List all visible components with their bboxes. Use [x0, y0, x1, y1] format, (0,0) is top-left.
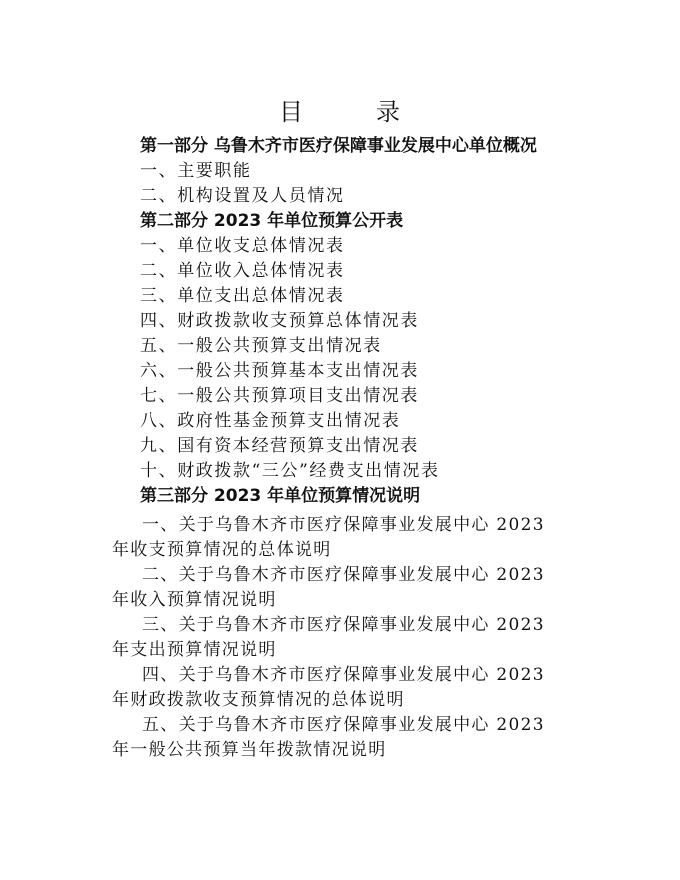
toc-item: 五、关于乌鲁木齐市医疗保障事业发展中心 2023 年一般公共预算当年拨款情况说明: [112, 715, 545, 760]
toc-item: 一、关于乌鲁木齐市医疗保障事业发展中心 2023 年收支预算情况的总体说明: [112, 515, 545, 560]
toc-item: 九、国有资本经营预算支出情况表: [140, 436, 419, 456]
toc-item: 二、机构设置及人员情况: [140, 186, 345, 206]
toc-item: 三、关于乌鲁木齐市医疗保障事业发展中心 2023 年支出预算情况说明: [112, 615, 545, 660]
section-heading-3: 第三部分 2023 年单位预算情况说明: [140, 486, 421, 506]
toc-item: 四、财政拨款收支预算总体情况表: [140, 311, 419, 331]
table-of-contents: [112, 132, 572, 763]
toc-item: 三、单位支出总体情况表: [140, 286, 345, 306]
toc-item: 四、关于乌鲁木齐市医疗保障事业发展中心 2023 年财政拨款收支预算情况的总体说明: [112, 665, 545, 710]
toc-item: 一、单位收支总体情况表: [140, 236, 345, 256]
toc-item: 八、政府性基金预算支出情况表: [140, 411, 401, 431]
toc-item: 五、一般公共预算支出情况表: [140, 336, 382, 356]
title-char-1: 目: [279, 98, 304, 126]
section-heading-2: 第二部分 2023 年单位预算公开表: [140, 211, 404, 231]
toc-item: 二、关于乌鲁木齐市医疗保障事业发展中心 2023 年收入预算情况说明: [112, 565, 545, 610]
section-heading-1: 第一部分 乌鲁木齐市医疗保障事业发展中心单位概况: [140, 136, 537, 156]
toc-item: 一、主要职能: [140, 161, 252, 181]
toc-item: 二、单位收入总体情况表: [140, 261, 345, 281]
toc-item: 十、财政拨款“三公”经费支出情况表: [140, 461, 440, 481]
toc-item: 六、一般公共预算基本支出情况表: [140, 361, 419, 381]
toc-item: 七、一般公共预算项目支出情况表: [140, 386, 419, 406]
title-char-2: 录: [376, 98, 401, 126]
page-title: [0, 92, 680, 127]
